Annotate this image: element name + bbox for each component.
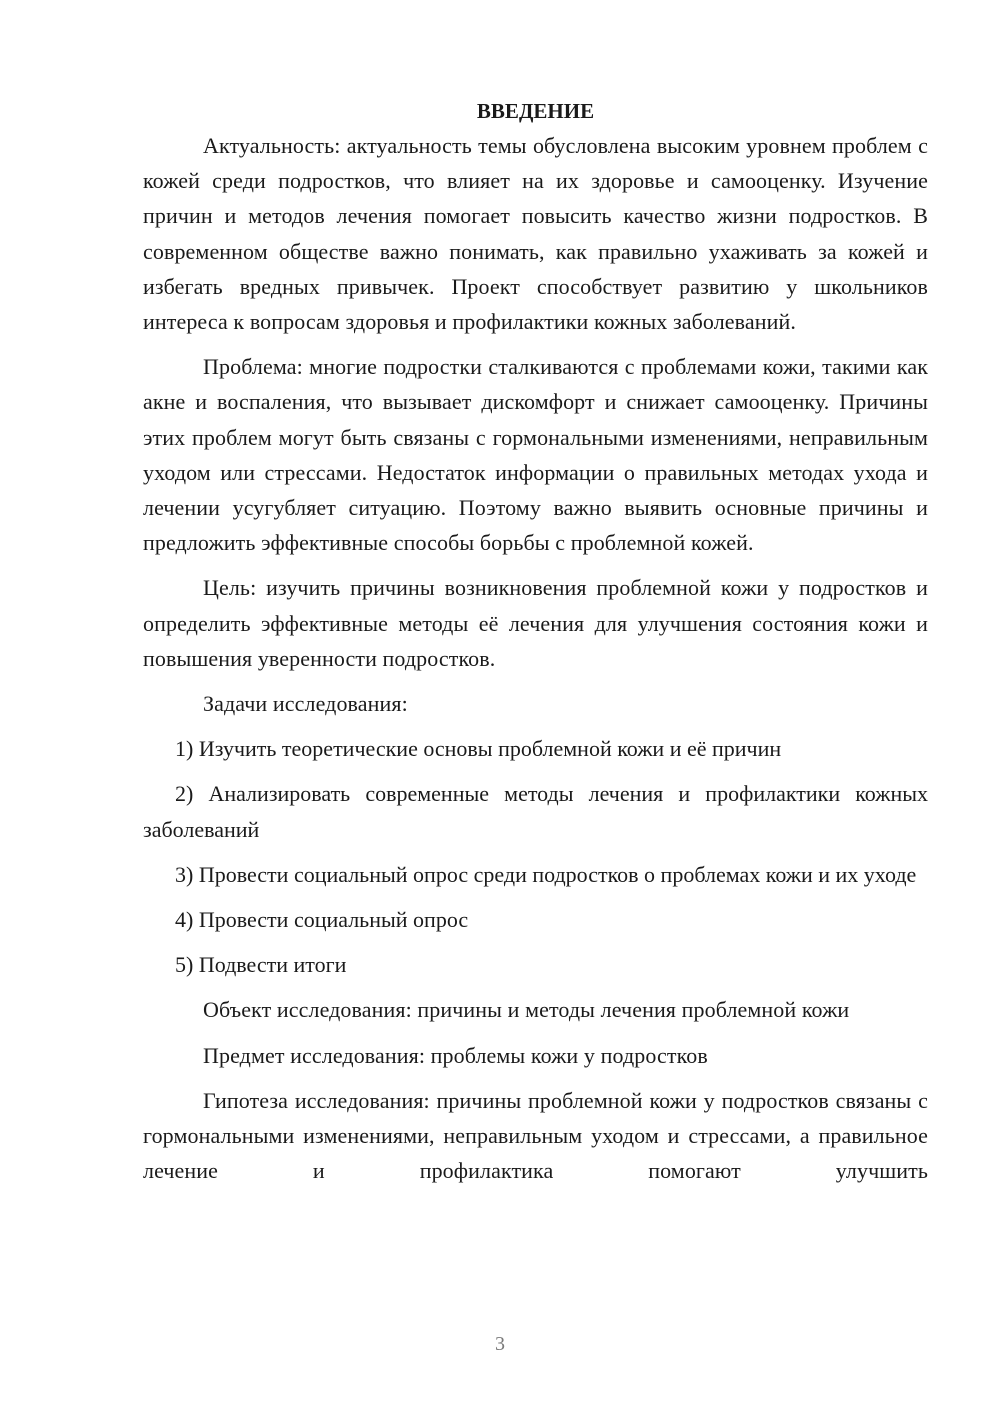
hypothesis-paragraph: Гипотеза исследования: причины проблемной кожи у подростков связаны с гормональными изменениями, неправильным уходом и стрессами, а правильное лечение и профилактика помогают улучшить [143, 1087, 928, 1184]
research-object: Объект исследования: причины и методы лечения проблемной кожи [203, 997, 850, 1023]
task-item-3: 3) Провести социальный опрос среди подростков о проблемах кожи и их уходе [175, 861, 917, 887]
tasks-heading: Задачи исследования: [203, 691, 408, 717]
relevance-paragraph: Актуальность: актуальность темы обусловлена высоким уровнем проблем с кожей среди подростков, что влияет на их здоровье и самооценку. Изучение причин и методов лечения помогает повысить качество жизни подростков. В современном обществе важно понимать, как правильно ухаживать за кожей и избегать вредных привычек. Проект способствует развитию у школьников интереса к вопросам здоровья и профилактики кожных заболеваний. [143, 133, 928, 335]
task-item-4: 4) Провести социальный опрос [175, 907, 469, 933]
goal-paragraph: Цель: изучить причины возникновения проблемной кожи у подростков и определить эффективные методы её лечения для улучшения состояния кожи и повышения уверенности подростков. [143, 575, 928, 671]
research-subject: Предмет исследования: проблемы кожи у подростков [203, 1042, 708, 1068]
problem-paragraph: Проблема: многие подростки сталкиваются с проблемами кожи, такими как акне и воспаления, что вызывает дискомфорт и снижает самооценку. Причины этих проблем могут быть связаны с гормональными изменениями, неправильным уходом или стрессами. Недостаток информации о правильных методах ухода и лечении усугубляет ситуацию. Поэтому важно выявить основные причины и предложить эффективные способы борьбы с проблемной кожей. [143, 354, 928, 556]
task-item-5: 5) Подвести итоги [175, 952, 347, 978]
document-page [143, 96, 928, 1198]
page-number: 3 [495, 1333, 505, 1355]
task-item-2: 2) Анализировать современные методы лечения и профилактики кожных заболеваний [143, 781, 928, 842]
task-item-1: 1) Изучить теоретические основы проблемной кожи и её причин [175, 736, 782, 762]
page-title: ВВЕДЕНИЕ [476, 99, 595, 123]
